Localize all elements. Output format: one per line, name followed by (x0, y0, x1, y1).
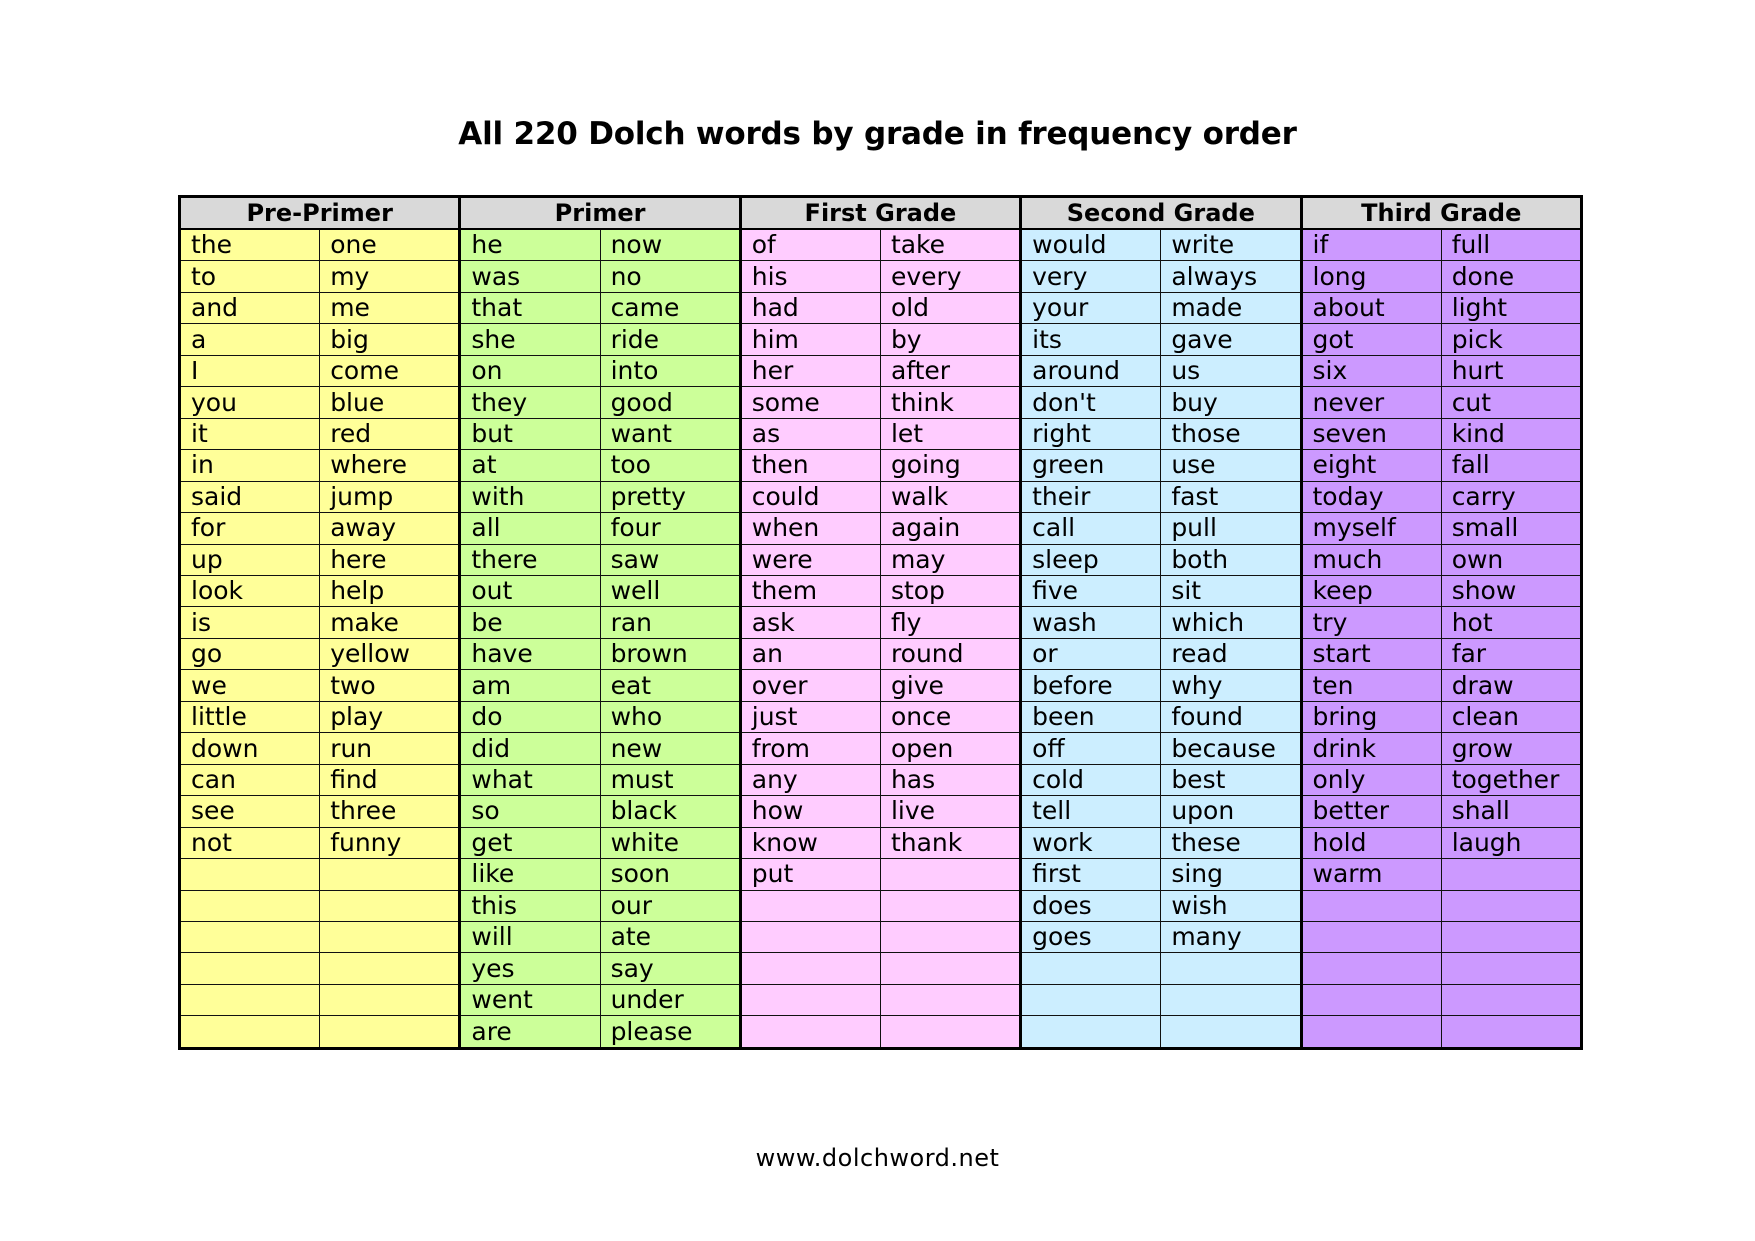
word-cell: she (460, 324, 600, 355)
word-cell: wash (1021, 607, 1161, 638)
word-cell: ate (600, 922, 740, 953)
word-cell: much (1301, 544, 1441, 575)
word-cell: does (1021, 890, 1161, 921)
word-cell: four (600, 513, 740, 544)
word-cell: as (740, 418, 880, 449)
table-row (180, 827, 1582, 858)
word-cell: take (880, 229, 1020, 261)
word-cell: thank (880, 827, 1020, 858)
word-cell: after (880, 355, 1020, 386)
word-cell: would (1021, 229, 1161, 261)
grade-header-first-grade: First Grade (740, 197, 1020, 230)
word-cell: pick (1441, 324, 1581, 355)
word-cell: ten (1301, 670, 1441, 701)
word-cell: his (740, 261, 880, 292)
word-cell: clean (1441, 701, 1581, 732)
word-cell: these (1161, 827, 1301, 858)
grade-header-third-grade: Third Grade (1301, 197, 1582, 230)
word-cell (320, 890, 460, 921)
word-cell: small (1441, 513, 1581, 544)
word-cell: sleep (1021, 544, 1161, 575)
word-cell: over (740, 670, 880, 701)
word-cell: off (1021, 733, 1161, 764)
word-cell (1441, 859, 1581, 890)
word-cell: know (740, 827, 880, 858)
table-row (180, 859, 1582, 890)
word-cell: brown (600, 638, 740, 669)
word-cell: own (1441, 544, 1581, 575)
word-cell: give (880, 670, 1020, 701)
word-cell: want (600, 418, 740, 449)
word-cell: start (1301, 638, 1441, 669)
word-cell: round (880, 638, 1020, 669)
word-cell: is (180, 607, 320, 638)
word-cell: her (740, 355, 880, 386)
word-cell: they (460, 387, 600, 418)
word-cell: tell (1021, 796, 1161, 827)
word-cell (1441, 922, 1581, 953)
word-cell: full (1441, 229, 1581, 261)
word-cell: like (460, 859, 600, 890)
word-cell: am (460, 670, 600, 701)
word-cell: first (1021, 859, 1161, 890)
word-cell: once (880, 701, 1020, 732)
word-cell: went (460, 984, 600, 1015)
word-cell (1161, 984, 1301, 1015)
word-cell (1441, 984, 1581, 1015)
word-cell: always (1161, 261, 1301, 292)
word-cell: was (460, 261, 600, 292)
word-cell (880, 1016, 1020, 1049)
word-cell: read (1161, 638, 1301, 669)
word-cell: blue (320, 387, 460, 418)
word-cell: around (1021, 355, 1161, 386)
word-cell: long (1301, 261, 1441, 292)
word-cell: old (880, 292, 1020, 323)
word-cell (740, 1016, 880, 1049)
word-cell: good (600, 387, 740, 418)
word-cell: about (1301, 292, 1441, 323)
word-cell: let (880, 418, 1020, 449)
word-cell: because (1161, 733, 1301, 764)
word-cell: every (880, 261, 1020, 292)
word-cell: came (600, 292, 740, 323)
word-cell: that (460, 292, 600, 323)
grade-header-second-grade: Second Grade (1021, 197, 1301, 230)
word-cell: the (180, 229, 320, 261)
word-cell: fall (1441, 450, 1581, 481)
word-cell: with (460, 481, 600, 512)
word-cell: come (320, 355, 460, 386)
word-cell: for (180, 513, 320, 544)
word-cell: our (600, 890, 740, 921)
word-cell: right (1021, 418, 1161, 449)
word-cell: see (180, 796, 320, 827)
word-cell (180, 953, 320, 984)
word-cell: soon (600, 859, 740, 890)
word-cell: there (460, 544, 600, 575)
word-cell: its (1021, 324, 1161, 355)
word-cell: one (320, 229, 460, 261)
word-cell (740, 953, 880, 984)
word-cell: a (180, 324, 320, 355)
word-cell: before (1021, 670, 1161, 701)
word-cell: going (880, 450, 1020, 481)
word-cell: down (180, 733, 320, 764)
word-cell: under (600, 984, 740, 1015)
word-cell: try (1301, 607, 1441, 638)
word-cell (180, 984, 320, 1015)
word-cell: today (1301, 481, 1441, 512)
table-row (180, 450, 1582, 481)
word-cell: gave (1161, 324, 1301, 355)
table-row (180, 638, 1582, 669)
word-cell: up (180, 544, 320, 575)
word-cell: done (1441, 261, 1581, 292)
word-cell: which (1161, 607, 1301, 638)
word-cell (1161, 953, 1301, 984)
table-row (180, 292, 1582, 323)
word-cell: work (1021, 827, 1161, 858)
word-cell: go (180, 638, 320, 669)
word-cell (880, 953, 1020, 984)
table-row (180, 513, 1582, 544)
word-cell: out (460, 576, 600, 607)
table-row (180, 796, 1582, 827)
word-cell (1021, 984, 1161, 1015)
word-cell (1301, 953, 1441, 984)
word-cell: warm (1301, 859, 1441, 890)
table-row (180, 764, 1582, 795)
word-cell: draw (1441, 670, 1581, 701)
word-cell: better (1301, 796, 1441, 827)
word-cell (320, 953, 460, 984)
word-cell: only (1301, 764, 1441, 795)
word-cell: are (460, 1016, 600, 1049)
word-cell: them (740, 576, 880, 607)
word-cell: us (1161, 355, 1301, 386)
word-cell: will (460, 922, 600, 953)
word-cell: upon (1161, 796, 1301, 827)
word-cell: must (600, 764, 740, 795)
word-cell (320, 984, 460, 1015)
word-cell: make (320, 607, 460, 638)
word-cell: hold (1301, 827, 1441, 858)
table-row (180, 324, 1582, 355)
word-cell: wish (1161, 890, 1301, 921)
word-cell: when (740, 513, 880, 544)
table-row (180, 355, 1582, 386)
word-cell: cut (1441, 387, 1581, 418)
word-cell: big (320, 324, 460, 355)
word-cell: your (1021, 292, 1161, 323)
table-row (180, 607, 1582, 638)
word-cell: look (180, 576, 320, 607)
word-cell: hurt (1441, 355, 1581, 386)
word-cell: stop (880, 576, 1020, 607)
table-row (180, 890, 1582, 921)
word-cell (740, 984, 880, 1015)
word-cell: drink (1301, 733, 1441, 764)
word-cell: can (180, 764, 320, 795)
word-cell: pull (1161, 513, 1301, 544)
word-cell: play (320, 701, 460, 732)
word-cell: what (460, 764, 600, 795)
word-cell (180, 922, 320, 953)
word-cell: bring (1301, 701, 1441, 732)
word-cell: I (180, 355, 320, 386)
word-cell (1441, 890, 1581, 921)
table-row (180, 922, 1582, 953)
word-cell: again (880, 513, 1020, 544)
word-cell (1301, 890, 1441, 921)
word-cell: together (1441, 764, 1581, 795)
word-cell: keep (1301, 576, 1441, 607)
word-cell: how (740, 796, 880, 827)
grade-header-pre-primer: Pre-Primer (180, 197, 460, 230)
word-cell: he (460, 229, 600, 261)
word-cell: far (1441, 638, 1581, 669)
word-cell: ask (740, 607, 880, 638)
word-cell: from (740, 733, 880, 764)
word-cell (180, 859, 320, 890)
word-cell (880, 922, 1020, 953)
word-cell: call (1021, 513, 1161, 544)
word-cell: five (1021, 576, 1161, 607)
word-cell: best (1161, 764, 1301, 795)
word-cell (1301, 922, 1441, 953)
table-row (180, 576, 1582, 607)
word-cell: away (320, 513, 460, 544)
word-cell: you (180, 387, 320, 418)
word-cell: well (600, 576, 740, 607)
word-cell: now (600, 229, 740, 261)
word-cell: me (320, 292, 460, 323)
table-row (180, 733, 1582, 764)
word-cell: hot (1441, 607, 1581, 638)
word-cell (1441, 953, 1581, 984)
word-cell: cold (1021, 764, 1161, 795)
word-cell: light (1441, 292, 1581, 323)
word-cell: open (880, 733, 1020, 764)
word-cell: and (180, 292, 320, 323)
word-cell: on (460, 355, 600, 386)
word-cell: three (320, 796, 460, 827)
word-cell: little (180, 701, 320, 732)
word-cell: new (600, 733, 740, 764)
table-row (180, 481, 1582, 512)
word-cell: six (1301, 355, 1441, 386)
word-cell: find (320, 764, 460, 795)
word-cell (1301, 984, 1441, 1015)
word-cell: many (1161, 922, 1301, 953)
word-cell: myself (1301, 513, 1441, 544)
word-cell: sing (1161, 859, 1301, 890)
word-cell: some (740, 387, 880, 418)
word-cell: pretty (600, 481, 740, 512)
word-cell: yes (460, 953, 600, 984)
word-cell: those (1161, 418, 1301, 449)
word-cell: do (460, 701, 600, 732)
word-cell: white (600, 827, 740, 858)
word-cell: to (180, 261, 320, 292)
word-cell: grow (1441, 733, 1581, 764)
word-cell: put (740, 859, 880, 890)
word-cell (180, 890, 320, 921)
footer-url: www.dolchword.net (755, 1144, 1000, 1172)
word-cell (320, 859, 460, 890)
word-cell: may (880, 544, 1020, 575)
word-cell: jump (320, 481, 460, 512)
word-cell: here (320, 544, 460, 575)
word-cell: their (1021, 481, 1161, 512)
word-cell: had (740, 292, 880, 323)
table-row (180, 670, 1582, 701)
word-cell: all (460, 513, 600, 544)
word-cell (880, 984, 1020, 1015)
word-cell: or (1021, 638, 1161, 669)
word-cell: it (180, 418, 320, 449)
word-cell: think (880, 387, 1020, 418)
word-cell: this (460, 890, 600, 921)
word-cell: said (180, 481, 320, 512)
word-cell: seven (1301, 418, 1441, 449)
word-cell: very (1021, 261, 1161, 292)
table-row (180, 984, 1582, 1015)
word-cell: red (320, 418, 460, 449)
table-row (180, 1016, 1582, 1049)
table-row (180, 261, 1582, 292)
word-cell (880, 890, 1020, 921)
word-cell: made (1161, 292, 1301, 323)
table-row (180, 544, 1582, 575)
word-cell: found (1161, 701, 1301, 732)
word-cell: goes (1021, 922, 1161, 953)
word-cell: fast (1161, 481, 1301, 512)
word-cell: fly (880, 607, 1020, 638)
word-cell: saw (600, 544, 740, 575)
word-cell (320, 1016, 460, 1049)
word-cell: has (880, 764, 1020, 795)
word-cell: an (740, 638, 880, 669)
word-cell: get (460, 827, 600, 858)
word-cell: please (600, 1016, 740, 1049)
word-cell: live (880, 796, 1020, 827)
word-cell (880, 859, 1020, 890)
word-cell (740, 890, 880, 921)
word-cell: who (600, 701, 740, 732)
word-cell: of (740, 229, 880, 261)
word-cell: buy (1161, 387, 1301, 418)
word-cell: black (600, 796, 740, 827)
page-title: All 220 Dolch words by grade in frequency order (458, 116, 1297, 152)
dolch-word-table (178, 195, 1583, 1050)
table-row (180, 701, 1582, 732)
word-cell: then (740, 450, 880, 481)
word-cell: be (460, 607, 600, 638)
word-cell: have (460, 638, 600, 669)
word-cell: run (320, 733, 460, 764)
word-cell (180, 1016, 320, 1049)
word-cell: yellow (320, 638, 460, 669)
word-cell: don't (1021, 387, 1161, 418)
word-cell: kind (1441, 418, 1581, 449)
word-cell: so (460, 796, 600, 827)
word-cell: were (740, 544, 880, 575)
word-cell: been (1021, 701, 1161, 732)
word-cell: not (180, 827, 320, 858)
word-cell: green (1021, 450, 1161, 481)
word-cell: funny (320, 827, 460, 858)
word-cell: in (180, 450, 320, 481)
word-cell (320, 922, 460, 953)
word-cell: just (740, 701, 880, 732)
word-cell: eat (600, 670, 740, 701)
word-cell: any (740, 764, 880, 795)
word-cell (740, 922, 880, 953)
word-cell: could (740, 481, 880, 512)
word-cell: sit (1161, 576, 1301, 607)
table-row (180, 387, 1582, 418)
word-cell: we (180, 670, 320, 701)
word-cell: into (600, 355, 740, 386)
word-cell: never (1301, 387, 1441, 418)
word-cell: show (1441, 576, 1581, 607)
word-cell (1441, 1016, 1581, 1049)
table-row (180, 229, 1582, 261)
word-cell: him (740, 324, 880, 355)
word-cell: but (460, 418, 600, 449)
word-cell: if (1301, 229, 1441, 261)
word-cell: got (1301, 324, 1441, 355)
word-cell: carry (1441, 481, 1581, 512)
word-cell: no (600, 261, 740, 292)
word-cell: eight (1301, 450, 1441, 481)
word-cell: at (460, 450, 600, 481)
word-cell: say (600, 953, 740, 984)
word-cell (1161, 1016, 1301, 1049)
word-cell: why (1161, 670, 1301, 701)
table-row (180, 953, 1582, 984)
grade-header-row (180, 197, 1582, 230)
word-cell: where (320, 450, 460, 481)
word-cell: shall (1441, 796, 1581, 827)
word-cell: ride (600, 324, 740, 355)
word-cell: both (1161, 544, 1301, 575)
table-row (180, 418, 1582, 449)
word-cell: laugh (1441, 827, 1581, 858)
word-cell: too (600, 450, 740, 481)
word-cell (1021, 1016, 1161, 1049)
word-cell (1301, 1016, 1441, 1049)
word-cell: walk (880, 481, 1020, 512)
word-cell: write (1161, 229, 1301, 261)
word-cell: did (460, 733, 600, 764)
word-cell (1021, 953, 1161, 984)
word-cell: ran (600, 607, 740, 638)
word-cell: help (320, 576, 460, 607)
word-cell: use (1161, 450, 1301, 481)
grade-header-primer: Primer (460, 197, 740, 230)
word-cell: my (320, 261, 460, 292)
word-cell: by (880, 324, 1020, 355)
word-cell: two (320, 670, 460, 701)
